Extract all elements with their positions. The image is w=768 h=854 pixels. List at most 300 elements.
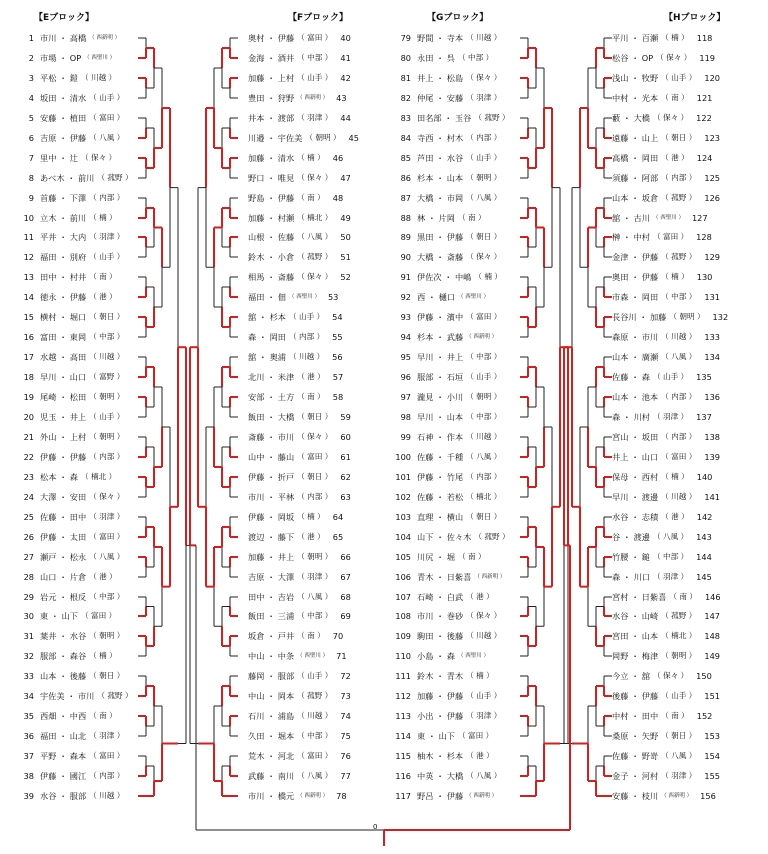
club-name: （ 朝明 ） [89, 432, 125, 441]
seed-number: 123 [704, 133, 720, 143]
pair-name: 富田 ・ 東岡 [40, 332, 87, 342]
pair-name: 森 ・ 川村 [612, 412, 650, 422]
club-name: （ 保々 ） [466, 252, 502, 261]
seed-number: 63 [340, 492, 351, 502]
club-name: （ 菰野 ） [661, 193, 697, 202]
club-name: （ 羽津 ） [466, 93, 502, 102]
seed-number: 115 [395, 751, 411, 761]
club-name: （ 朝日 ） [466, 512, 502, 521]
club-name: （ 内部 ） [89, 193, 125, 202]
club-name: （ 楠 ） [89, 651, 117, 660]
club-name: （ 内部 ） [466, 133, 502, 142]
pair-name: 竹腰 ・ 鎚 [612, 552, 650, 562]
club-name: （ 富田 ） [89, 751, 125, 760]
seed-number: 50 [340, 232, 351, 242]
club-name: （ 羽津 ） [661, 771, 697, 780]
pair-name: 水越 ・ 高田 [40, 352, 87, 362]
club-name: （ 保々 ） [656, 53, 692, 62]
club-name: （ 内部 ） [661, 173, 697, 182]
pair-name: 平川 ・ 百瀬 [612, 33, 659, 43]
club-name: （ 西新明 ） [297, 793, 329, 799]
pair-name: 仲尾 ・ 安藤 [417, 93, 464, 103]
pair-name: 小島 ・ 森 [417, 651, 455, 661]
pair-name: 渡辺 ・ 藤下 [248, 532, 295, 542]
club-name: （ 富田 ） [89, 113, 125, 122]
club-name: （ 八風 ） [297, 592, 333, 601]
seed-number: 121 [696, 93, 713, 103]
seed-number: 74 [340, 711, 351, 721]
club-name: （ 山手 ） [297, 671, 333, 680]
seed-number: 94 [400, 332, 411, 342]
seed-number: 13 [23, 272, 34, 282]
seed-number: 10 [23, 213, 34, 223]
pair-name: 駒田 ・ 後藤 [417, 631, 464, 641]
pair-name: 直理 ・ 横山 [417, 512, 464, 522]
club-name: （ 中部 ） [652, 552, 689, 561]
seed-number: 61 [340, 452, 351, 462]
seed-number: 134 [704, 352, 720, 362]
seed-number: 153 [704, 731, 720, 741]
seed-number: 7 [28, 153, 34, 163]
club-name: （ 富田 ） [652, 232, 689, 241]
seed-number: 156 [700, 791, 716, 801]
seed-number: 140 [696, 472, 713, 482]
seed-number: 9 [28, 193, 34, 203]
seed-number: 133 [704, 332, 720, 342]
club-name: （ 保々 ） [652, 671, 689, 680]
club-name: （ 港 ） [466, 751, 494, 760]
club-name: （ 西聖川 ） [288, 294, 320, 300]
pair-name: 武藤 ・ 南川 [248, 771, 295, 781]
pair-name: 奥田 ・ 伊藤 [612, 272, 659, 282]
seed-number: 147 [704, 611, 720, 621]
pair-name: 里中 ・ 辻 [40, 153, 78, 163]
pair-name: 佐藤 ・ 森 [612, 372, 650, 382]
seed-number: 24 [23, 492, 34, 502]
pair-name: 早川 ・ 山本 [417, 412, 464, 422]
pair-name: 吉原 ・ 大澤 [248, 572, 295, 582]
seed-number: 21 [23, 432, 34, 442]
club-name: （ 港 ） [297, 372, 325, 381]
seed-number: 119 [699, 53, 715, 63]
section-title-h: 【Hブロック】 [664, 13, 726, 23]
club-name: （ 港 ） [297, 532, 325, 541]
club-name: （ 保々 ） [297, 173, 333, 182]
pair-name: 市川 ・ 高橋 [40, 33, 87, 43]
pair-name: 水谷 ・ 志積 [612, 512, 659, 522]
club-name: （ 港 ） [661, 153, 689, 162]
seed-number: 79 [400, 33, 411, 43]
seed-number: 135 [696, 372, 712, 382]
club-name: （ 羽津 ） [297, 572, 333, 581]
seed-number: 75 [340, 731, 351, 741]
pair-name: 吉原 ・ 伊藤 [40, 133, 87, 143]
club-name: （ 富田 ） [80, 611, 117, 620]
pair-name: 金海 ・ 酒井 [248, 53, 295, 63]
club-name: （ 八風 ） [297, 232, 333, 241]
seed-number: 30 [23, 611, 34, 621]
seed-number: 106 [395, 572, 411, 582]
seed-number: 77 [340, 771, 351, 781]
seed-number: 114 [395, 731, 411, 741]
pair-name: 伊藤 ・ 岡坂 [248, 512, 295, 522]
seed-number: 86 [400, 173, 411, 183]
seed-number: 44 [340, 113, 351, 123]
club-name: （ 南 ） [661, 711, 689, 720]
pair-name: 立木 ・ 前川 [40, 213, 87, 223]
club-name: （ 南 ） [89, 711, 117, 720]
club-name: （ 山手 ） [89, 93, 125, 102]
pair-name: 北川 ・ 米津 [248, 372, 295, 382]
seed-number: 41 [340, 53, 351, 63]
seed-number: 28 [23, 572, 34, 582]
seed-number: 36 [23, 731, 34, 741]
seed-number: 39 [23, 791, 34, 801]
pair-name: 山本 ・ 池本 [612, 392, 659, 402]
seed-number: 49 [340, 213, 351, 223]
club-name: （ 中部 ） [466, 352, 502, 361]
club-name: （ 朝日 ） [89, 671, 125, 680]
pair-name: 榊 ・ 中村 [612, 232, 650, 242]
club-name: （ 西新明 ） [466, 334, 498, 340]
club-name: （ 朝明 ） [661, 651, 697, 660]
seed-number: 146 [704, 592, 721, 602]
pair-name: 林 ・ 片岡 [417, 213, 455, 223]
pair-name: 川邉 ・ 宇佐美 [248, 133, 303, 143]
pair-name: 杉本 ・ 山本 [417, 173, 464, 183]
seed-number: 54 [332, 312, 343, 322]
pair-name: 加藤 ・ 清水 [248, 153, 295, 163]
club-name: （ 西新明 ） [89, 35, 121, 41]
club-name: （ 保々 ） [466, 73, 502, 82]
club-name: （ 西聖川 ） [457, 653, 489, 659]
club-name: （ 中部 ） [297, 53, 333, 62]
club-name: （ 保々 ） [80, 153, 117, 162]
pair-name: 服部 ・ 石垣 [417, 372, 464, 382]
club-name: （ 楠 ） [89, 213, 117, 222]
pair-name: 中山 ・ 中条 [248, 651, 295, 661]
seed-number: 110 [395, 651, 411, 661]
pair-name: 森 ・ 川口 [612, 572, 650, 582]
seed-number: 112 [395, 691, 411, 701]
club-name: （ 菰野 ） [97, 691, 133, 700]
club-name: （ 港 ） [89, 292, 117, 301]
club-name: （ 内部 ） [288, 332, 325, 341]
club-name: （ 朝日 ） [297, 472, 333, 481]
seed-number: 80 [400, 53, 411, 63]
club-name: （ 西聖川 ） [84, 55, 116, 61]
seed-number: 129 [704, 252, 720, 262]
club-name: （ 八風 ） [89, 552, 125, 561]
club-name: （ 楠 ） [661, 472, 689, 481]
club-name: （ 菰野 ） [297, 252, 333, 261]
seed-number: 142 [696, 512, 713, 522]
pair-name: 桑原 ・ 矢野 [612, 731, 659, 741]
seed-number: 98 [400, 412, 411, 422]
pair-name: 市川 ・ 橋元 [248, 791, 295, 801]
pair-name: 鈴木 ・ 小倉 [248, 252, 295, 262]
club-name: （ 朝日 ） [661, 731, 697, 740]
pair-name: 山下 ・ 佐々木 [417, 532, 472, 542]
pair-name: 金子 ・ 河村 [612, 771, 659, 781]
pair-name: 伊藤 ・ 國江 [40, 771, 87, 781]
club-name: （ 南 ） [297, 193, 325, 202]
club-name: （ 朝日 ） [661, 133, 697, 142]
seed-number: 52 [340, 272, 351, 282]
club-name: （ 菰野 ） [661, 252, 697, 261]
seed-number: 84 [400, 133, 411, 143]
club-name: （ 川越 ） [80, 73, 117, 82]
pair-name: 市森 ・ 岡田 [612, 292, 659, 302]
seed-number: 14 [23, 292, 34, 302]
seed-number: 47 [340, 173, 351, 183]
club-name: （ 西聖川 ） [652, 215, 684, 221]
club-name: （ 山手 ） [661, 691, 697, 700]
pair-name: 西 ・ 樋口 [417, 292, 455, 302]
club-name: （ 川越 ） [466, 631, 502, 640]
pair-name: 荒木 ・ 河北 [248, 751, 295, 761]
pair-name: 東 ・ 山下 [40, 611, 78, 621]
seed-number: 130 [696, 272, 713, 282]
club-name: （ 山手 ） [466, 372, 502, 381]
seed-number: 46 [332, 153, 344, 163]
pair-name: 安部 ・ 土方 [248, 392, 295, 402]
pair-name: 岡野 ・ 梅津 [612, 651, 659, 661]
club-name: （ 羽津 ） [89, 512, 125, 521]
pair-name: 永田 ・ 呉 [417, 53, 455, 63]
pair-name: 鈴木 ・ 青木 [417, 671, 464, 681]
seed-number: 82 [400, 93, 411, 103]
pair-name: 佐藤 ・ 若松 [417, 492, 464, 502]
pair-name: 山本 ・ 廣瀬 [612, 352, 659, 362]
pair-name: 舘 ・ 奥浦 [248, 352, 286, 362]
club-name: （ 楠 ） [466, 671, 494, 680]
club-name: （ 中部 ） [297, 731, 333, 740]
seed-number: 105 [395, 552, 411, 562]
seed-number: 93 [400, 312, 411, 322]
seed-number: 136 [704, 392, 720, 402]
pair-name: 伊藤 ・ 太田 [40, 532, 87, 542]
club-name: （ 朝明 ） [297, 552, 333, 561]
club-name: （ 朝明 ） [669, 312, 705, 321]
seed-number: 57 [332, 372, 344, 382]
seed-number: 144 [696, 552, 712, 562]
pair-name: 東 ・ 山下 [417, 731, 455, 741]
pair-name: 伊藤 ・ 折戸 [248, 472, 295, 482]
seed-number: 128 [696, 232, 712, 242]
seed-number: 111 [395, 671, 411, 681]
pair-name: 服部 ・ 森谷 [40, 651, 87, 661]
seed-number: 23 [23, 472, 34, 482]
seed-number: 22 [23, 452, 34, 462]
club-name: （ 川越 ） [89, 791, 125, 800]
seed-number: 12 [23, 252, 34, 262]
pair-name: 野間 ・ 寺本 [417, 33, 464, 43]
pair-name: 加藤 ・ 上村 [248, 73, 295, 83]
pair-name: 井上 ・ 松島 [417, 73, 464, 83]
seed-number: 97 [400, 392, 411, 402]
club-name: （ 朝日 ） [89, 312, 125, 321]
pair-name: 宮田 ・ 山本 [612, 631, 659, 641]
club-name: （ 八風 ） [661, 751, 697, 760]
club-name: （ 羽津 ） [89, 232, 125, 241]
club-name: （ 山手 ） [297, 73, 333, 82]
pair-name: 葉井 ・ 水谷 [40, 631, 87, 641]
club-name: （ 八風 ） [466, 771, 502, 780]
club-name: （ 菰野 ） [661, 611, 697, 620]
pair-name: 田中 ・ 村井 [40, 272, 87, 282]
club-name: （ 羽津 ） [652, 412, 689, 421]
pair-name: 藪 ・ 大橋 [612, 113, 650, 123]
seed-number: 1 [28, 33, 34, 43]
pair-name: 石川 ・ 浦島 [248, 711, 295, 721]
seed-number: 65 [332, 532, 344, 542]
seed-number: 107 [395, 592, 411, 602]
pair-name: 佐藤 ・ 千種 [417, 452, 464, 462]
pair-name: 舘 ・ 杉本 [248, 312, 286, 322]
pair-name: 水谷 ・ 服部 [40, 791, 87, 801]
club-name: （ 川越 ） [466, 432, 502, 441]
pair-name: 中山 ・ 岡本 [248, 691, 295, 701]
pair-name: 小出 ・ 伊藤 [417, 711, 464, 721]
seed-number: 45 [348, 133, 359, 143]
seed-number: 48 [332, 193, 344, 203]
pair-name: 柚木 ・ 杉本 [417, 751, 464, 761]
club-name: （ 港 ） [661, 512, 689, 521]
pair-name: 伊藤 ・ 濱中 [417, 312, 464, 322]
pair-name: 大澤 ・ 安田 [40, 492, 87, 502]
seed-number: 19 [23, 392, 34, 402]
pair-name: 宮村 ・ 日紫喜 [612, 592, 667, 602]
club-name: （ 南 ） [297, 392, 325, 401]
seed-number: 69 [340, 611, 351, 621]
seed-number: 56 [332, 352, 343, 362]
pair-name: 佐藤 ・ 田中 [40, 512, 87, 522]
pair-name: 松本 ・ 森 [40, 472, 78, 482]
club-name: （ 内部 ） [297, 492, 333, 501]
club-name: （ 楠 ） [661, 33, 689, 42]
seed-number: 26 [23, 532, 34, 542]
seed-number: 3 [28, 73, 34, 83]
club-name: （ 川越 ） [661, 332, 697, 341]
pair-name: 児玉 ・ 井上 [40, 412, 87, 422]
club-name: （ 朝明 ） [305, 133, 341, 142]
club-name: （ 南 ） [297, 631, 325, 640]
pair-name: 今立 ・ 舘 [612, 671, 650, 681]
seed-number: 25 [23, 512, 34, 522]
seed-number: 4 [28, 93, 34, 103]
seed-number: 141 [704, 492, 720, 502]
pair-name: 岩元 ・ 根反 [40, 592, 87, 602]
section-title-f: 【Fブロック】 [288, 13, 348, 23]
pair-name: 遠藤 ・ 山上 [612, 133, 659, 143]
seed-number: 53 [327, 292, 339, 302]
pair-name: 長谷川 ・ 加藤 [612, 312, 667, 322]
club-name: （ 楠 ） [661, 272, 689, 281]
club-name: （ 川越 ） [89, 352, 125, 361]
seed-number: 6 [28, 133, 34, 143]
pair-name: 田中 ・ 吉岩 [248, 592, 295, 602]
pair-name: 久田 ・ 堀本 [248, 731, 295, 741]
pair-name: 井上 ・ 山口 [612, 452, 659, 462]
seed-number: 20 [23, 412, 34, 422]
club-name: （ 八風 ） [297, 771, 333, 780]
pair-name: 加藤 ・ 井上 [248, 552, 295, 562]
pair-name: 野呂 ・ 伊藤 [417, 791, 464, 801]
pair-name: 須藤 ・ 阿部 [612, 173, 659, 183]
seed-number: 87 [400, 193, 411, 203]
club-name: （ 川越 ） [297, 711, 333, 720]
seed-number: 32 [23, 651, 34, 661]
club-name: （ 内部 ） [661, 432, 697, 441]
club-name: （ 川越 ） [661, 492, 697, 501]
seed-number: 120 [704, 73, 720, 83]
seed-number: 143 [696, 532, 712, 542]
club-name: （ 朝明 ） [89, 392, 125, 401]
club-name: （ 八風 ） [89, 133, 125, 142]
club-name: （ 楠 ） [297, 512, 325, 521]
pair-name: 豊田 ・ 狩野 [248, 93, 295, 103]
club-name: （ 中部 ） [457, 53, 494, 62]
pair-name: 寺西 ・ 村木 [417, 133, 464, 143]
club-name: （ 中部 ） [89, 592, 125, 601]
seed-number: 139 [704, 452, 720, 462]
seed-number: 137 [696, 412, 712, 422]
seed-number: 148 [704, 631, 720, 641]
pair-name: 瀧見 ・ 小川 [417, 392, 464, 402]
seed-number: 71 [336, 651, 347, 661]
pair-name: 石神 ・ 作本 [417, 432, 464, 442]
seed-number: 62 [340, 472, 351, 482]
seed-number: 99 [400, 432, 411, 442]
pair-name: 加藤 ・ 伊藤 [417, 691, 464, 701]
club-name: （ 八風 ） [661, 352, 697, 361]
seed-number: 117 [395, 791, 411, 801]
pair-name: 早川 ・ 井上 [417, 352, 464, 362]
seed-number: 34 [23, 691, 34, 701]
club-name: （ 川越 ） [288, 352, 325, 361]
pair-name: 市場 ・ OP [40, 53, 82, 63]
seed-number: 149 [704, 651, 720, 661]
club-name: （ 港 ） [466, 592, 494, 601]
pair-name: 斎藤 ・ 市川 [248, 432, 295, 442]
club-name: （ 菰野 ） [97, 173, 133, 182]
club-name: （ 山手 ） [89, 252, 125, 261]
pair-name: 中村 ・ 田中 [612, 711, 659, 721]
club-name: （ 内部 ） [89, 771, 125, 780]
seed-number: 91 [400, 272, 411, 282]
seed-number: 116 [395, 771, 411, 781]
pair-name: 伊佐次 ・ 中嶋 [417, 272, 472, 282]
club-name: （ 内部 ） [466, 472, 502, 481]
seed-number: 31 [23, 631, 34, 641]
pair-name: 福田 ・ 山北 [40, 731, 87, 741]
pair-name: 森原 ・ 市川 [612, 332, 659, 342]
pair-name: 外山 ・ 上村 [40, 432, 87, 442]
seed-number: 102 [395, 492, 411, 502]
club-name: （ 山手 ） [652, 372, 689, 381]
club-name: （ 保々 ） [297, 272, 333, 281]
club-name: （ 朝明 ） [466, 392, 502, 401]
club-name: （ 朝明 ） [89, 631, 125, 640]
seed-number: 109 [395, 631, 411, 641]
pair-name: 安藤 ・ 植田 [40, 113, 87, 123]
pair-name: 後藤 ・ 伊藤 [612, 691, 659, 701]
club-name: （ 羽津 ） [89, 731, 125, 740]
club-name: （ 八風 ） [652, 532, 689, 541]
pair-name: 舘 ・ 古川 [612, 213, 650, 223]
pair-name: 早川 ・ 山口 [40, 372, 87, 382]
